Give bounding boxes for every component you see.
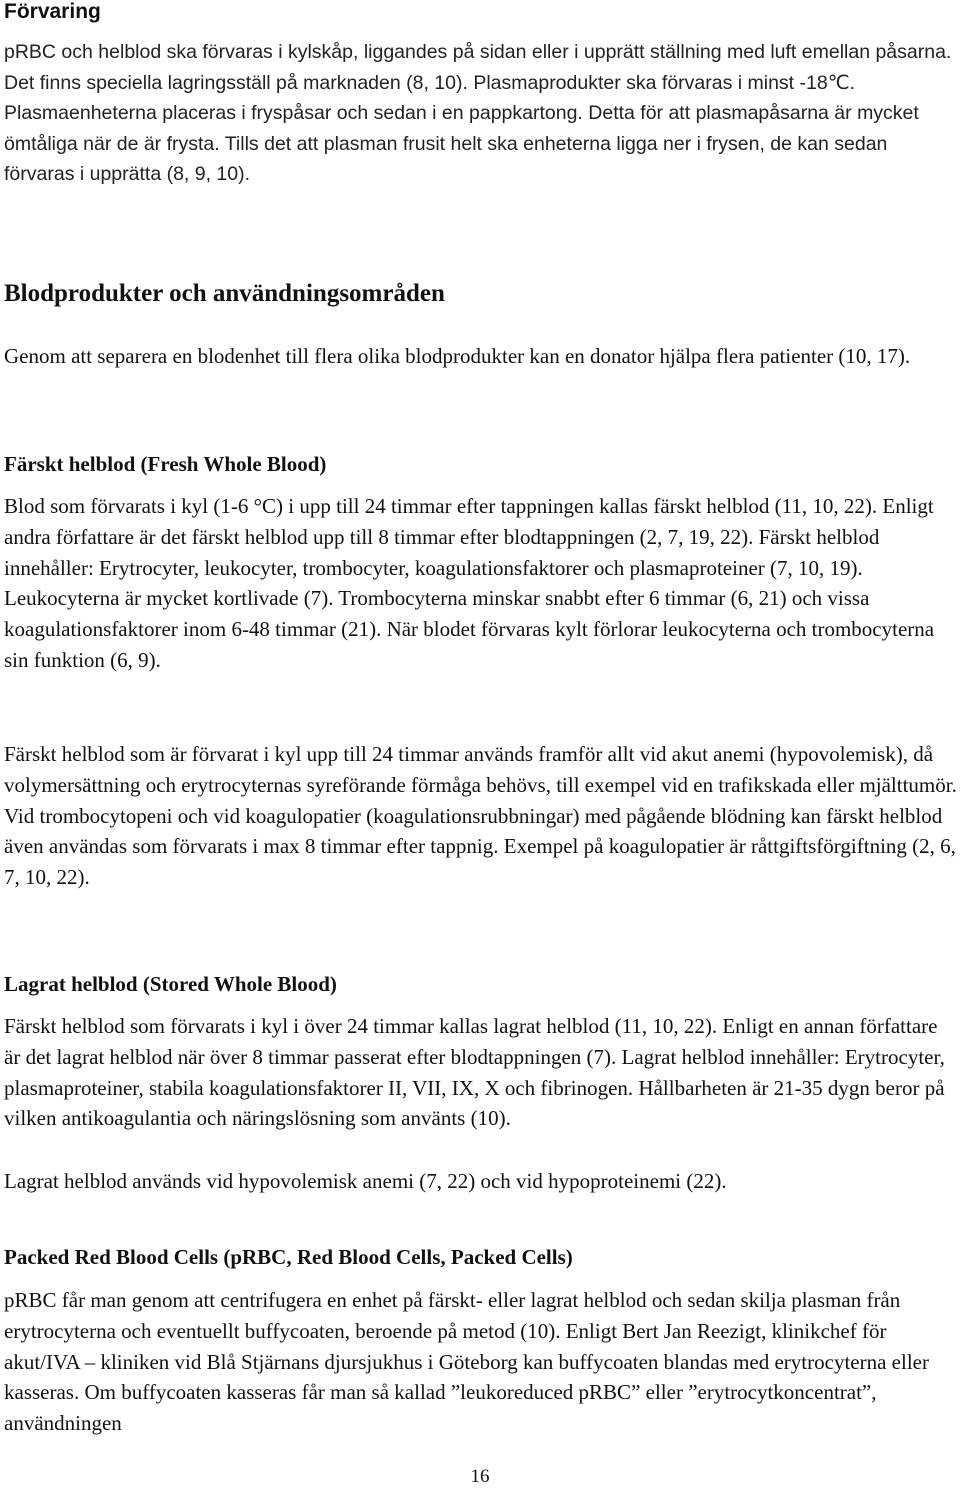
section-heading-forvaring: Förvaring bbox=[4, 0, 101, 23]
section-heading-blodprodukter: Blodprodukter och användningsområden bbox=[4, 280, 445, 307]
paragraph-farskt-helblod-2: Färskt helblod som är förvarat i kyl upp till 24 timmar används framför allt vid akut anemi (hypovolemisk), då volymersättning och erytrocyternas syreförande förmåga behövs, till exempel vid en trafikskada eller mjälttumör. Vid trombocytopeni och vid koagulopatier (koagulationsrubbningar) med pågående blödning kan färskt helblod även användas som förvarats i max 8 timmar efter tappnig. Exempel på koagulopatier är råttgiftsförgiftning (2, 6, 7, 10, 22). bbox=[4, 742, 957, 890]
paragraph-lagrat-helblod-2: Lagrat helblod används vid hypovolemisk anemi (7, 22) och vid hypoproteinemi (22). bbox=[4, 1169, 727, 1193]
section-heading-lagrat-helblod: Lagrat helblod (Stored Whole Blood) bbox=[4, 972, 337, 996]
paragraph-farskt-helblod-1: Blod som förvarats i kyl (1-6 °C) i upp till 24 timmar efter tappningen kallas färskt helblod (11, 10, 22). Enligt andra författare är det färskt helblod upp till 8 timmar efter blodtappningen (2, 7, 19, 22). Färskt helblod innehåller: Erytrocyter, leukocyter, trombocyter, koagulationsfaktorer och plasmaproteiner (7, 10, 19). Leukocyterna är mycket kortlivade (7). Trombocyterna minskar snabbt efter 6 timmar (6, 21) och vissa koagulationsfaktorer inom 6-48 timmar (21). När blodet förvaras kylt förlorar leukocyterna och trombocyterna sin funktion (6, 9). bbox=[4, 494, 935, 672]
section-heading-prbc: Packed Red Blood Cells (pRBC, Red Blood Cells, Packed Cells) bbox=[4, 1245, 573, 1269]
page-number: 16 bbox=[470, 1466, 490, 1487]
paragraph-blodprodukter: Genom att separera en blodenhet till flera olika blodprodukter kan en donator hjälpa flera patienter (10, 17). bbox=[4, 344, 911, 368]
paragraph-forvaring: pRBC och helblod ska förvaras i kylskåp, liggandes på sidan eller i upprätt ställning med luft emellan påsarna. Det finns speciella lagringsställ på marknaden (8, 10). Plasmaprodukter ska förvaras i minst -18℃. Plasmaenheterna placeras i fryspåsar och sedan i en pappkartong. Detta för att plasmapåsarna är mycket ömtåliga när de är frysta. Tills det att plasman frusit helt ska enheterna ligga ner i frysen, de kan sedan förvaras i upprätta (8, 9, 10). bbox=[4, 41, 952, 186]
paragraph-prbc: pRBC får man genom att centrifugera en enhet på färskt- eller lagrat helblod och sedan skilja plasman från erytrocyterna och eventuellt buffycoaten, beroende på metod (10). Enligt Bert Jan Reezigt, klinikchef för akut/IVA – kliniken vid Blå Stjärnans djursjukhus i Göteborg kan buffycoaten blandas med erytrocyterna eller kasseras. Om buffycoaten kasseras får man så kallad ”leukoreduced pRBC” eller ”erytrocytkoncentrat”, användningen bbox=[4, 1288, 929, 1436]
paragraph-lagrat-helblod-1: Färskt helblod som förvarats i kyl i över 24 timmar kallas lagrat helblod (11, 10, 22). Enligt en annan författare är det lagrat helblod när över 8 timmar passerat efter blodtappningen (7). Lagrat helblod innehåller: Erytrocyter, plasmaproteiner, stabila koagulationsfaktorer II, VII, IX, X och fibrinogen. Hållbarheten är 21-35 dygn beror på vilken antikoagulantia och näringslösning som använts (10). bbox=[4, 1014, 945, 1131]
section-heading-farskt-helblod: Färskt helblod (Fresh Whole Blood) bbox=[4, 452, 327, 476]
